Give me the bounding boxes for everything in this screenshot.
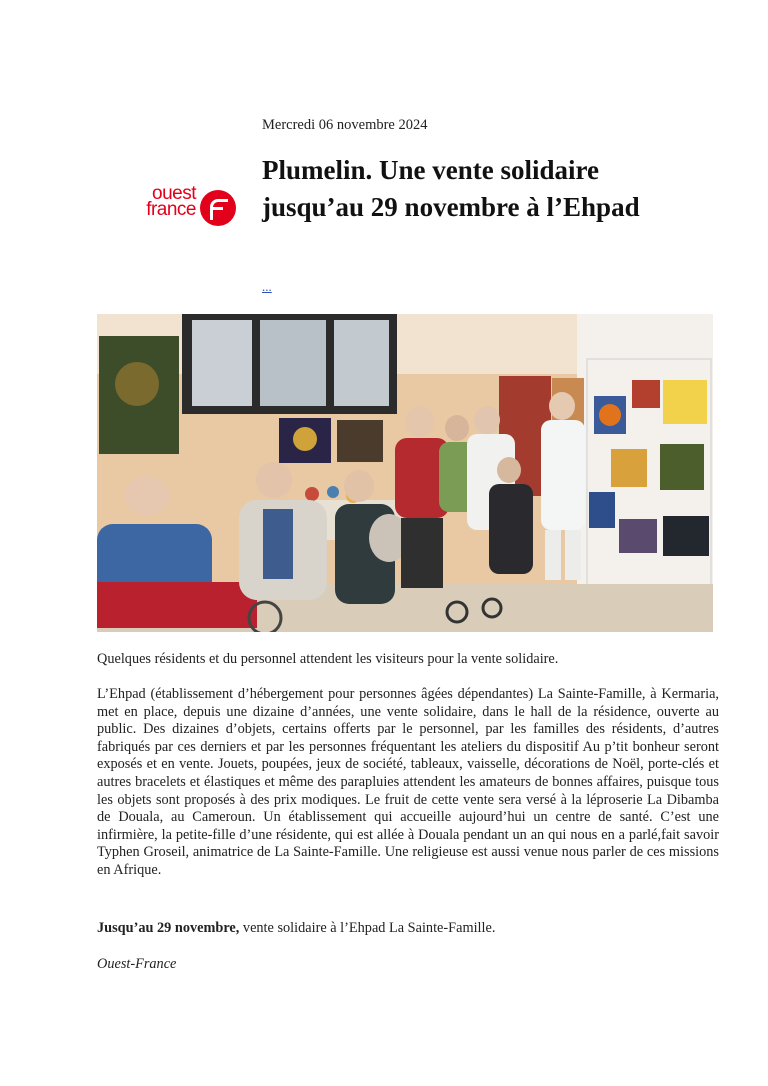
article-source: Ouest-France: [97, 956, 177, 972]
logo-line-2: france: [146, 199, 196, 220]
ouest-france-logo: [116, 183, 238, 230]
logo-mark-icon: [200, 190, 236, 226]
article-date: Mercredi 06 novembre 2024: [262, 117, 428, 133]
event-date-bold: Jusqu’au 29 novembre,: [97, 920, 240, 936]
more-link[interactable]: ...: [262, 279, 272, 294]
event-info: [97, 920, 495, 937]
event-info-text: vente solidaire à l’Ehpad La Sainte-Famille.: [239, 920, 496, 936]
photo-caption: Quelques résidents et du personnel attendent les visiteurs pour la vente solidaire.: [97, 651, 559, 667]
logo-line-1: ouest: [152, 183, 196, 204]
article-photo: [97, 314, 713, 632]
article-title: Plumelin. Une vente solidaire jusqu’au 29 novembre à l’Ehpad: [262, 155, 640, 222]
article-body: L’Ehpad (établissement d’hébergement pour personnes âgées dépendantes) La Sainte-Famille, à Kermaria, met en place, depuis une dizaine d’années, une vente solidaire, dans le hall de la résidence, ouverte au public. Des dizaines d’objets, certains offerts par le personnel, par les familles des résidents, d’autres fabriqués par ces derniers et par les personnes fréquentant les ateliers du dispositif Au p’tit bonheur seront exposés et en vente. Jouets, poupées, jeux de société, tableaux, vaisselle, décorations de Noël, porte-clés et autres bracelets et élastiques et même des parapluies attendent les amateurs de bonnes affaires, puisque tous les objets sont proposés à des prix modiques. Le fruit de cette vente sera versé à la léproserie La Dibamba de Douala, au Cameroun. Un établissement qui accueille aujourd’hui un centre de santé. C’est une infirmière, la petite-fille d’une résidente, qui est allée à Douala pendant un an qui nous en a parlé,fait savoir Typhen Groseil, animatrice de La Sainte-Famille. Une religieuse est aussi venue nous parler de ces missions en Afrique.: [97, 686, 719, 878]
